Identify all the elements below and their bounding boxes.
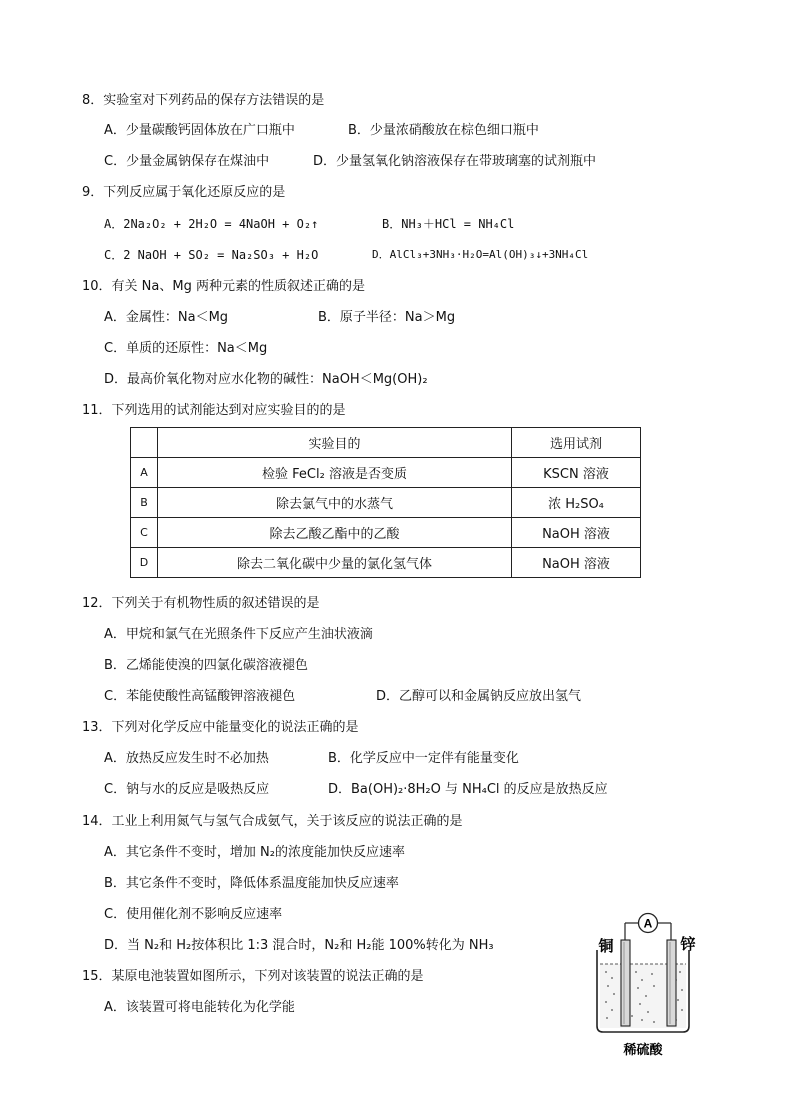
- row-label: A: [131, 458, 158, 488]
- q12-option-c: C．苯能使酸性高锰酸钾溶液褪色: [104, 689, 296, 704]
- q8-option-b: B．少量浓硝酸放在棕色细口瓶中: [348, 123, 539, 138]
- galvanic-cell-diagram: [592, 906, 696, 1066]
- row-reagent: 浓 H₂SO₄: [512, 488, 641, 518]
- q14-option-a: A．其它条件不变时，增加 N₂的浓度能加快反应速率: [104, 845, 405, 860]
- copper-label: 铜: [598, 937, 614, 955]
- table-header-purpose: 实验目的: [158, 428, 512, 458]
- table-row: [131, 458, 641, 488]
- q8-option-a: A．少量碳酸钙固体放在广口瓶中: [104, 123, 295, 138]
- q12-option-a: A．甲烷和氯气在光照条件下反应产生油状液滴: [104, 627, 373, 642]
- q9-option-d: D．AlCl₃+3NH₃·H₂O=Al(OH)₃↓+3NH₄Cl: [372, 248, 589, 261]
- table-row: [131, 518, 641, 548]
- q10-option-c: C．单质的还原性：Na＜Mg: [104, 341, 268, 356]
- reagent-table: [130, 427, 641, 578]
- row-reagent: NaOH 溶液: [512, 518, 641, 548]
- row-purpose: 检验 FeCl₂ 溶液是否变质: [158, 458, 512, 488]
- q8-option-d: D．少量氢氧化钠溶液保存在带玻璃塞的试剂瓶中: [313, 154, 597, 169]
- galvanic-cell-figure: [592, 906, 696, 1066]
- q15-stem: 15．某原电池装置如图所示，下列对该装置的说法正确的是: [82, 969, 424, 984]
- q9-option-b: B．NH₃＋HCl = NH₄Cl: [382, 217, 515, 231]
- q14-stem: 14．工业上利用氮气与氢气合成氨气，关于该反应的说法正确的是: [82, 814, 463, 829]
- q14-option-c: C．使用催化剂不影响反应速率: [104, 907, 283, 922]
- q12-stem: 12．下列关于有机物性质的叙述错误的是: [82, 596, 320, 611]
- q13-option-c: C．钠与水的反应是吸热反应: [104, 782, 270, 797]
- row-purpose: 除去二氧化碳中少量的氯化氢气体: [158, 548, 512, 578]
- q14-option-b: B．其它条件不变时，降低体系温度能加快反应速率: [104, 876, 399, 891]
- table-header-reagent: 选用试剂: [512, 428, 641, 458]
- table-row: [131, 488, 641, 518]
- q9-stem: 9．下列反应属于氧化还原反应的是: [82, 185, 286, 200]
- zinc-electrode: [667, 940, 676, 1026]
- solution-label: 稀硫酸: [623, 1043, 663, 1058]
- row-label: C: [131, 518, 158, 548]
- q12-option-b: B．乙烯能使溴的四氯化碳溶液褪色: [104, 658, 308, 673]
- q12-option-d: D．乙醇可以和金属钠反应放出氢气: [376, 689, 582, 704]
- q8-option-c: C．少量金属钠保存在煤油中: [104, 154, 270, 169]
- q10-option-b: B．原子半径：Na＞Mg: [318, 310, 456, 325]
- q10-option-d: D．最高价氧化物对应水化物的碱性：NaOH＜Mg(OH)₂: [104, 372, 428, 387]
- table-header-row: [131, 428, 641, 458]
- q13-option-b: B．化学反应中一定伴有能量变化: [328, 751, 519, 766]
- q9-option-c: C．2 NaOH + SO₂ = Na₂SO₃ + H₂O: [104, 248, 319, 262]
- q13-option-d: D．Ba(OH)₂·8H₂O 与 NH₄Cl 的反应是放热反应: [328, 782, 608, 797]
- row-label: D: [131, 548, 158, 578]
- copper-electrode: [621, 940, 630, 1026]
- q9-option-a: A．2Na₂O₂ + 2H₂O = 4NaOH + O₂↑: [104, 217, 319, 231]
- q10-stem: 10．有关 Na、Mg 两种元素的性质叙述正确的是: [82, 279, 365, 294]
- ammeter-label: A: [643, 916, 653, 931]
- row-purpose: 除去氯气中的水蒸气: [158, 488, 512, 518]
- q13-option-a: A．放热反应发生时不必加热: [104, 751, 269, 766]
- table-row: [131, 548, 641, 578]
- row-purpose: 除去乙酸乙酯中的乙酸: [158, 518, 512, 548]
- zinc-label: 锌: [680, 935, 696, 953]
- table-header-blank: [131, 428, 158, 458]
- q14-option-d: D．当 N₂和 H₂按体积比 1:3 混合时，N₂和 H₂能 100%转化为 NH₃: [104, 938, 494, 953]
- q10-option-a: A．金属性：Na＜Mg: [104, 310, 229, 325]
- q13-stem: 13．下列对化学反应中能量变化的说法正确的是: [82, 720, 359, 735]
- row-reagent: KSCN 溶液: [512, 458, 641, 488]
- q8-stem: 8．实验室对下列药品的保存方法错误的是: [82, 93, 325, 108]
- q15-option-a: A．该装置可将电能转化为化学能: [104, 1000, 295, 1015]
- row-reagent: NaOH 溶液: [512, 548, 641, 578]
- q11-stem: 11．下列选用的试剂能达到对应实验目的的是: [82, 403, 346, 418]
- row-label: B: [131, 488, 158, 518]
